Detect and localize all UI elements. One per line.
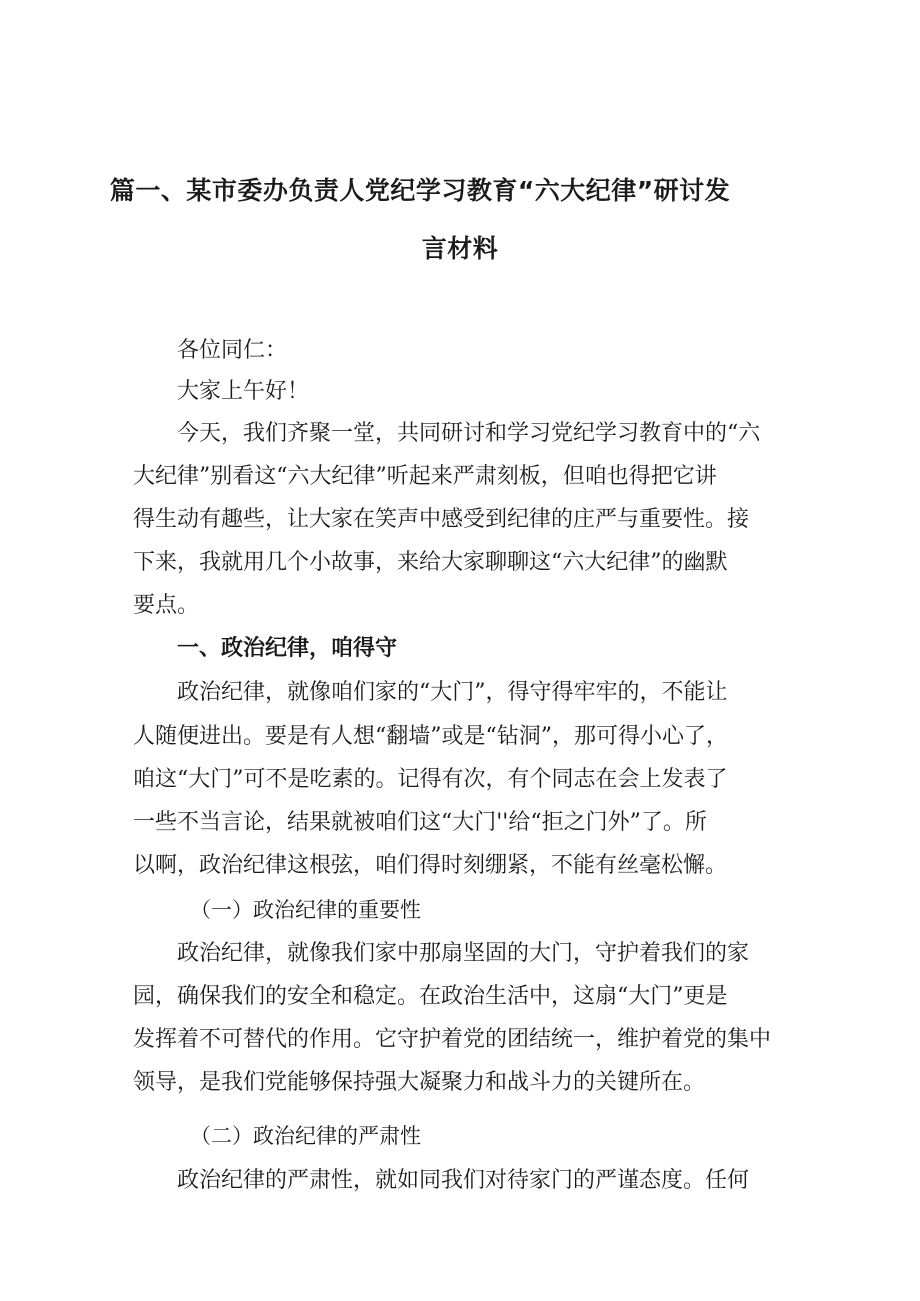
subsection-1-line-3: 发挥着不可替代的作用。它守护着党的团结统一，维护着党的集中 — [133, 1027, 772, 1052]
subsection-1-line-4: 领导，是我们党能够保持强大凝聚力和战斗力的关键所在。 — [133, 1070, 706, 1095]
section-1-heading: 一、政治纪律，咱得守 — [177, 636, 398, 661]
intro-line-1: 今天，我们齐聚一堂，共同研讨和学习党纪学习教育中的“六 — [177, 421, 761, 446]
subsection-2-heading: （二）政治纪律的严肃性 — [190, 1124, 421, 1148]
document-title-line-2: 言材料 — [421, 234, 499, 263]
section-1-line-1: 政治纪律，就像咱们家的“大门”，得守得牢牢的，不能让 — [177, 680, 728, 705]
intro-line-3: 得生动有趣些，让大家在笑声中感受到纪律的庄严与重要性。接 — [133, 507, 750, 532]
subsection-1-line-2: 园，确保我们的安全和稳定。在政治生活中，这扇“大门”更是 — [133, 984, 728, 1009]
subsection-1-heading: （一）政治纪律的重要性 — [190, 898, 421, 922]
subsection-2-line-1: 政治纪律的严肃性，就如同我们对待家门的严谨态度。任何 — [177, 1168, 750, 1193]
section-1-line-2: 人随便进出。要是有人想“翻墙”或是“钻洞”，那可得小心了， — [133, 724, 728, 749]
document-title-line-1: 篇一、某市委办负责人党纪学习教育“六大纪律”研讨发 — [109, 176, 731, 205]
hello-line: 大家上午好！ — [177, 379, 310, 404]
intro-line-5: 要点。 — [133, 593, 200, 618]
section-1-line-5: 以啊，政治纪律这根弦，咱们得时刻绷紧，不能有丝毫松懈。 — [133, 853, 728, 878]
section-1-line-3: 咱这“大门”可不是吃素的。记得有次，有个同志在会上发表了 — [133, 767, 728, 792]
intro-line-2: 大纪律”别看这“六大纪律”听起来严肃刻板，但咱也得把它讲 — [133, 464, 717, 489]
greeting: 各位同仁： — [177, 338, 288, 363]
subsection-1-line-1: 政治纪律，就像我们家中那扇坚固的大门，守护着我们的家 — [177, 941, 750, 966]
section-1-line-4: 一些不当言论，结果就被咱们这“大门''给“拒之门外”了。所 — [133, 810, 707, 835]
intro-line-4: 下来，我就用几个小故事，来给大家聊聊这“六大纪律”的幽默 — [133, 550, 728, 575]
